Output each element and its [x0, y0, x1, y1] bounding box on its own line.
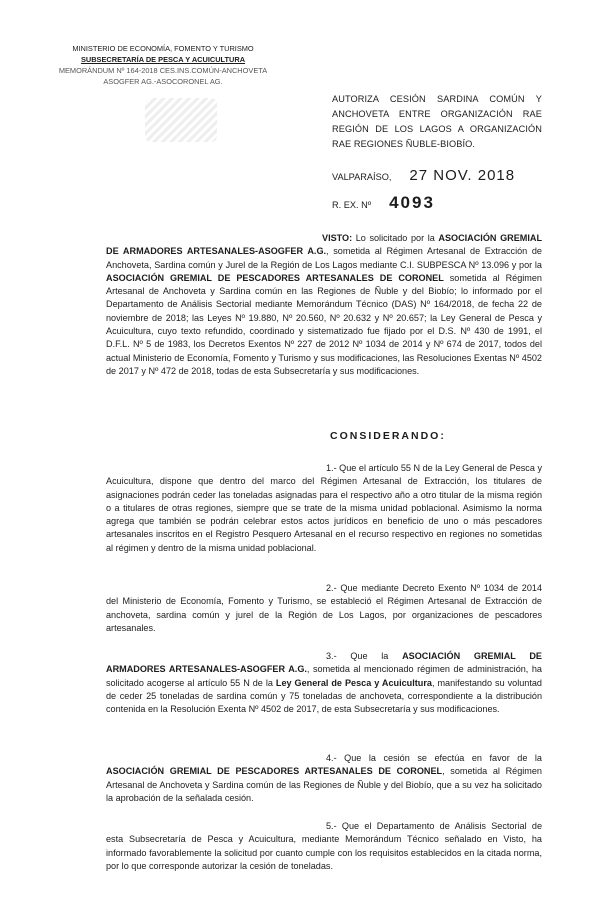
visto-paragraph: VISTO: Lo solicitado por la ASOCIACIÓN GREMIAL DE ARMADORES ARTESANALES-ASOGFER A.G., sometida al Régimen Artesanal de Extracción de Anchoveta, Sardina común y Jurel de la Región de Los Lagos mediante C.I. SUBPESCA Nº 13.096 y por la ASOCIACIÓN GREMIAL DE PESCADORES ARTESANALES DE CORONEL sometida al Régimen Artesanal de Anchoveta y Sardina común en las Regiones de Ñuble y del Biobío; lo informado por el Departamento de Análisis Sectorial mediante Memorándum Técnico (DAS) Nº 164/2018, de fecha 22 de noviembre de 2018; las Leyes Nº 19.880, Nº 20.560, Nº 20.632 y Nº 20.657; la Ley General de Pesca y Acuicultura, cuyo texto refundido, coordinado y sistematizado fue fijado por el D.S. Nº 430 de 1991, el D.F.L. Nº 5 de 1983, los Decretos Exentos Nº 227 de 2012 Nº 1034 de 2014 y Nº 674 de 2017, todos del actual Ministerio de Economía, Fomento y Turismo y sus modificaciones, las Resoluciones Exentas Nº 4502 de 2017 y Nº 472 de 2018, todas de esta Subsecretaría y sus modificaciones.: [106, 233, 542, 376]
considerando-title: CONSIDERANDO:: [330, 430, 446, 442]
ministry-name: MINISTERIO DE ECONOMÍA, FOMENTO Y TURISMO: [72, 44, 254, 53]
resolution-number-line: [332, 193, 435, 213]
reference-line: MEMORÁNDUM Nº 164-2018 CES.INS.COMÚN-ANCHOVETA: [58, 66, 268, 75]
subsecretaria-name: SUBSECRETARÍA DE PESCA Y ACUICULTURA: [80, 55, 246, 64]
considerando-1: 1.- Que el artículo 55 N de la Ley General de Pesca y Acuicultura, dispone que dentro del marco del Régimen Artesanal de Extracción, los titulares de asignaciones podrán ceder las toneladas asignadas para el respectivo año a otro titular de la misma región o a titulares de otras regiones, siempre que se trate de la misma unidad poblacional. Asimismo la norma agrega que también se podrán celebrar estos actos jurídicos en beneficio de uno o más pescadores artesanales inscritos en el Registro Pesquero Artesanal en el recurso respectivo en regiones no sometidas al régimen y dentro de la misma unidad poblacional.: [106, 463, 542, 553]
resolution-date: 27 NOV. 2018: [409, 167, 516, 184]
rex-number: 4093: [389, 193, 435, 212]
considerando-2: 2.- Que mediante Decreto Exento Nº 1034 de 2014 del Ministerio de Economía, Fomento y Turismo, se estableció el Régimen Artesanal de Extracción de anchoveta, sardina común y jurel de la Región de Los Lagos, por organizaciones de pescadores artesanales.: [106, 583, 542, 633]
place-date: [332, 167, 515, 184]
rex-label: R. EX. Nº: [332, 200, 372, 210]
visto-lead: VISTO:: [322, 233, 353, 243]
considerando-5: 5.- Que el Departamento de Análisis Sectorial de esta Subsecretaría de Pesca y Acuicultura, mediante Memorándum Técnico señalado en Visto, ha informado favorablemente la solicitud por cuanto cumple con los requisitos establecidos en la citada norma, por lo que corresponde autorizar la cesión de toneladas.: [106, 821, 542, 871]
considerando-4: 4.- Que la cesión se efectúa en favor de la ASOCIACIÓN GREMIAL DE PESCADORES ARTESANALES DE CORONEL, sometida al Régimen Artesanal de Anchoveta y Sardina común de las Regiones de Ñuble y del Biobío, que a su vez ha solicitado la aprobación de la señalada cesión.: [106, 753, 542, 803]
association-line: ASOGFER AG.-ASOCORONEL AG.: [103, 77, 223, 86]
letterhead: [58, 43, 268, 87]
official-stamp: [145, 98, 217, 142]
resolution-summary: AUTORIZA CESIÓN SARDINA COMÚN Y ANCHOVETA ENTRE ORGANIZACIÓN RAE REGIÓN DE LOS LAGOS A ORGANIZACIÓN RAE REGIONES ÑUBLE-BIOBÍO.: [332, 94, 542, 149]
city: VALPARAÍSO,: [332, 172, 392, 182]
considerando-3: 3.- Que la ASOCIACIÓN GREMIAL DE ARMADORES ARTESANALES-ASOGFER A.G., sometida al mencionado régimen de administración, ha solicitado acogerse al artículo 55 N de la Ley General de Pesca y Acuicultura, manifestando su voluntad de ceder 25 toneladas de sardina común y 75 toneladas de anchoveta, correspondiente a la distribución contenida en la Resolución Exenta Nº 4502 de 2017, de esta Subsecretaría y sus modificaciones.: [106, 651, 543, 715]
